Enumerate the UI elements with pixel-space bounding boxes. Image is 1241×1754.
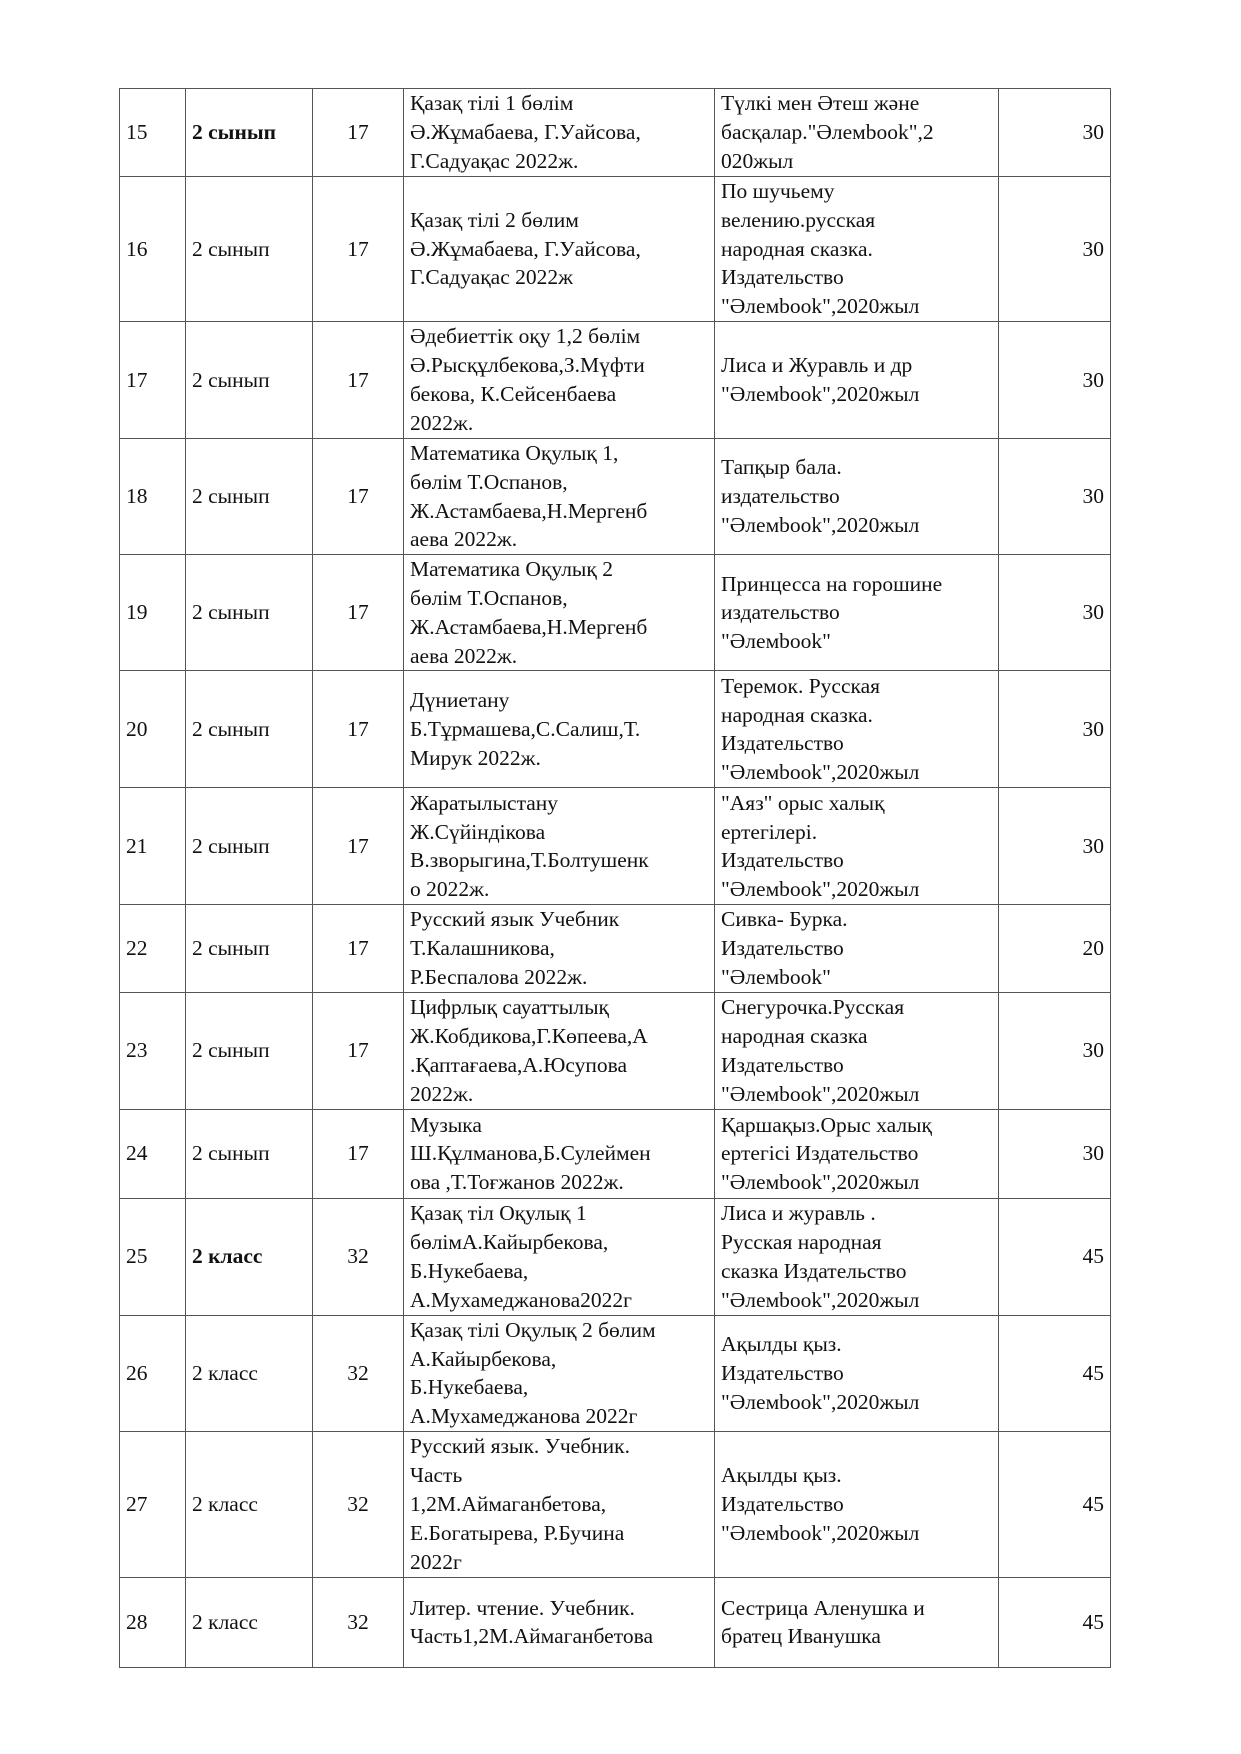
table-row <box>120 177 1111 322</box>
textbook-cell: Математика Оқулық 1, бөлім Т.Оспанов, Ж.Астамбаева,Н.Мергенб аева 2022ж. <box>404 438 715 554</box>
quantity-cell: 45 <box>999 1315 1111 1431</box>
quantity-cell: 30 <box>999 177 1111 322</box>
class-cell: 2 сынып <box>186 555 313 671</box>
quantity-cell: 45 <box>999 1431 1111 1577</box>
student-count: 32 <box>313 1198 404 1315</box>
row-number: 15 <box>120 89 186 177</box>
table-row <box>120 992 1111 1109</box>
row-number: 22 <box>120 905 186 992</box>
reading-book-cell: Принцесса на горошине издательство "Әлемbook" <box>715 555 999 671</box>
reading-book-cell: Ақылды қыз. Издательство "Әлемbook",2020жыл <box>715 1315 999 1431</box>
reading-book-cell: Сестрица Аленушка и братец Иванушка <box>715 1577 999 1667</box>
class-cell: 2 сынып <box>186 905 313 992</box>
table-row <box>120 1577 1111 1667</box>
reading-book-cell: Сивка- Бурка. Издательство "Әлемbook" <box>715 905 999 992</box>
student-count: 32 <box>313 1431 404 1577</box>
textbook-cell: Дүниетану Б.Тұрмашева,С.Салиш,Т. Мирук 2022ж. <box>404 671 715 788</box>
textbook-cell: Қазақ тілі Оқулық 2 бөлим А.Кайырбекова, Б.Нукебаева, А.Мухамеджанова 2022г <box>404 1315 715 1431</box>
quantity-cell: 45 <box>999 1577 1111 1667</box>
row-number: 17 <box>120 321 186 438</box>
table-row <box>120 1198 1111 1315</box>
student-count: 17 <box>313 788 404 905</box>
row-number: 19 <box>120 555 186 671</box>
textbook-cell: Русский язык. Учебник. Часть 1,2М.Аймаганбетова, Е.Богатырева, Р.Бучина 2022г <box>404 1431 715 1577</box>
reading-book-cell: Тапқыр бала. издательство "Әлемbook",2020жыл <box>715 438 999 554</box>
table-row <box>120 321 1111 438</box>
textbook-table <box>119 88 1111 1668</box>
class-cell: 2 класс <box>186 1315 313 1431</box>
row-number: 16 <box>120 177 186 322</box>
row-number: 24 <box>120 1109 186 1198</box>
reading-book-cell: "Аяз" орыс халық ертегілері. Издательство "Әлемbook",2020жыл <box>715 788 999 905</box>
table-row <box>120 671 1111 788</box>
textbook-cell: Жаратылыстану Ж.Сүйіндікова В.зворыгина,Т.Болтушенк о 2022ж. <box>404 788 715 905</box>
class-cell: 2 сынып <box>186 671 313 788</box>
row-number: 27 <box>120 1431 186 1577</box>
table-row <box>120 1109 1111 1198</box>
quantity-cell: 30 <box>999 321 1111 438</box>
class-cell: 2 класс <box>186 1577 313 1667</box>
quantity-cell: 30 <box>999 555 1111 671</box>
class-cell: 2 сынып <box>186 992 313 1109</box>
reading-book-cell: Лиса и журавль . Русская народная сказка Издательство "Әлемbook",2020жыл <box>715 1198 999 1315</box>
student-count: 17 <box>313 177 404 322</box>
textbook-cell: Қазақ тілі 1 бөлім Ә.Жұмабаева, Г.Уайсова, Г.Садуақас 2022ж. <box>404 89 715 177</box>
student-count: 17 <box>313 89 404 177</box>
quantity-cell: 30 <box>999 788 1111 905</box>
textbook-cell: Қазақ тіл Оқулық 1 бөлімА.Кайырбекова, Б.Нукебаева, А.Мухамеджанова2022г <box>404 1198 715 1315</box>
student-count: 17 <box>313 1109 404 1198</box>
row-number: 28 <box>120 1577 186 1667</box>
quantity-cell: 20 <box>999 905 1111 992</box>
row-number: 20 <box>120 671 186 788</box>
table-row <box>120 905 1111 992</box>
class-cell: 2 класс <box>186 1431 313 1577</box>
class-cell: 2 класс <box>186 1198 313 1315</box>
reading-book-cell: Теремок. Русская народная сказка. Издательство "Әлемbook",2020жыл <box>715 671 999 788</box>
reading-book-cell: Снегурочка.Русская народная сказка Издательство "Әлемbook",2020жыл <box>715 992 999 1109</box>
textbook-cell: Әдебиеттік оқу 1,2 бөлім Ә.Рысқұлбекова,З.Мүфти бекова, К.Сейсенбаева 2022ж. <box>404 321 715 438</box>
student-count: 32 <box>313 1315 404 1431</box>
row-number: 25 <box>120 1198 186 1315</box>
quantity-cell: 30 <box>999 992 1111 1109</box>
row-number: 23 <box>120 992 186 1109</box>
reading-book-cell: Ақылды қыз. Издательство "Әлемbook",2020жыл <box>715 1431 999 1577</box>
table-row <box>120 555 1111 671</box>
class-cell: 2 сынып <box>186 177 313 322</box>
row-number: 26 <box>120 1315 186 1431</box>
table-body <box>120 89 1111 1668</box>
class-cell: 2 сынып <box>186 321 313 438</box>
textbook-cell: Музыка Ш.Құлманова,Б.Сулеймен ова ,Т.Тоғжанов 2022ж. <box>404 1109 715 1198</box>
class-cell: 2 сынып <box>186 788 313 905</box>
quantity-cell: 45 <box>999 1198 1111 1315</box>
quantity-cell: 30 <box>999 89 1111 177</box>
student-count: 32 <box>313 1577 404 1667</box>
student-count: 17 <box>313 905 404 992</box>
student-count: 17 <box>313 992 404 1109</box>
textbook-cell: Қазақ тілі 2 бөлим Ә.Жұмабаева, Г.Уайсова, Г.Садуақас 2022ж <box>404 177 715 322</box>
row-number: 18 <box>120 438 186 554</box>
reading-book-cell: Қаршақыз.Орыс халық ертегісі Издательство "Әлемbook",2020жыл <box>715 1109 999 1198</box>
quantity-cell: 30 <box>999 671 1111 788</box>
table-row <box>120 438 1111 554</box>
student-count: 17 <box>313 555 404 671</box>
reading-book-cell: Лиса и Журавль и др "Әлемbook",2020жыл <box>715 321 999 438</box>
table-row <box>120 788 1111 905</box>
textbook-cell: Русский язык Учебник Т.Калашникова, Р.Беспалова 2022ж. <box>404 905 715 992</box>
table-row <box>120 1315 1111 1431</box>
textbook-cell: Литер. чтение. Учебник. Часть1,2М.Аймаганбетова <box>404 1577 715 1667</box>
class-cell: 2 сынып <box>186 89 313 177</box>
reading-book-cell: По шучьему велению.русская народная сказка. Издательство "Әлемbook",2020жыл <box>715 177 999 322</box>
class-cell: 2 сынып <box>186 1109 313 1198</box>
student-count: 17 <box>313 321 404 438</box>
quantity-cell: 30 <box>999 438 1111 554</box>
table-row <box>120 89 1111 177</box>
quantity-cell: 30 <box>999 1109 1111 1198</box>
table-row <box>120 1431 1111 1577</box>
textbook-cell: Математика Оқулық 2 бөлім Т.Оспанов, Ж.Астамбаева,Н.Мергенб аева 2022ж. <box>404 555 715 671</box>
row-number: 21 <box>120 788 186 905</box>
student-count: 17 <box>313 671 404 788</box>
reading-book-cell: Түлкі мен Әтеш және басқалар."Әлемbook",2 020жыл <box>715 89 999 177</box>
class-cell: 2 сынып <box>186 438 313 554</box>
student-count: 17 <box>313 438 404 554</box>
textbook-cell: Цифрлық сауаттылық Ж.Кобдикова,Г.Көпеева,А .Қаптағаева,А.Юсупова 2022ж. <box>404 992 715 1109</box>
